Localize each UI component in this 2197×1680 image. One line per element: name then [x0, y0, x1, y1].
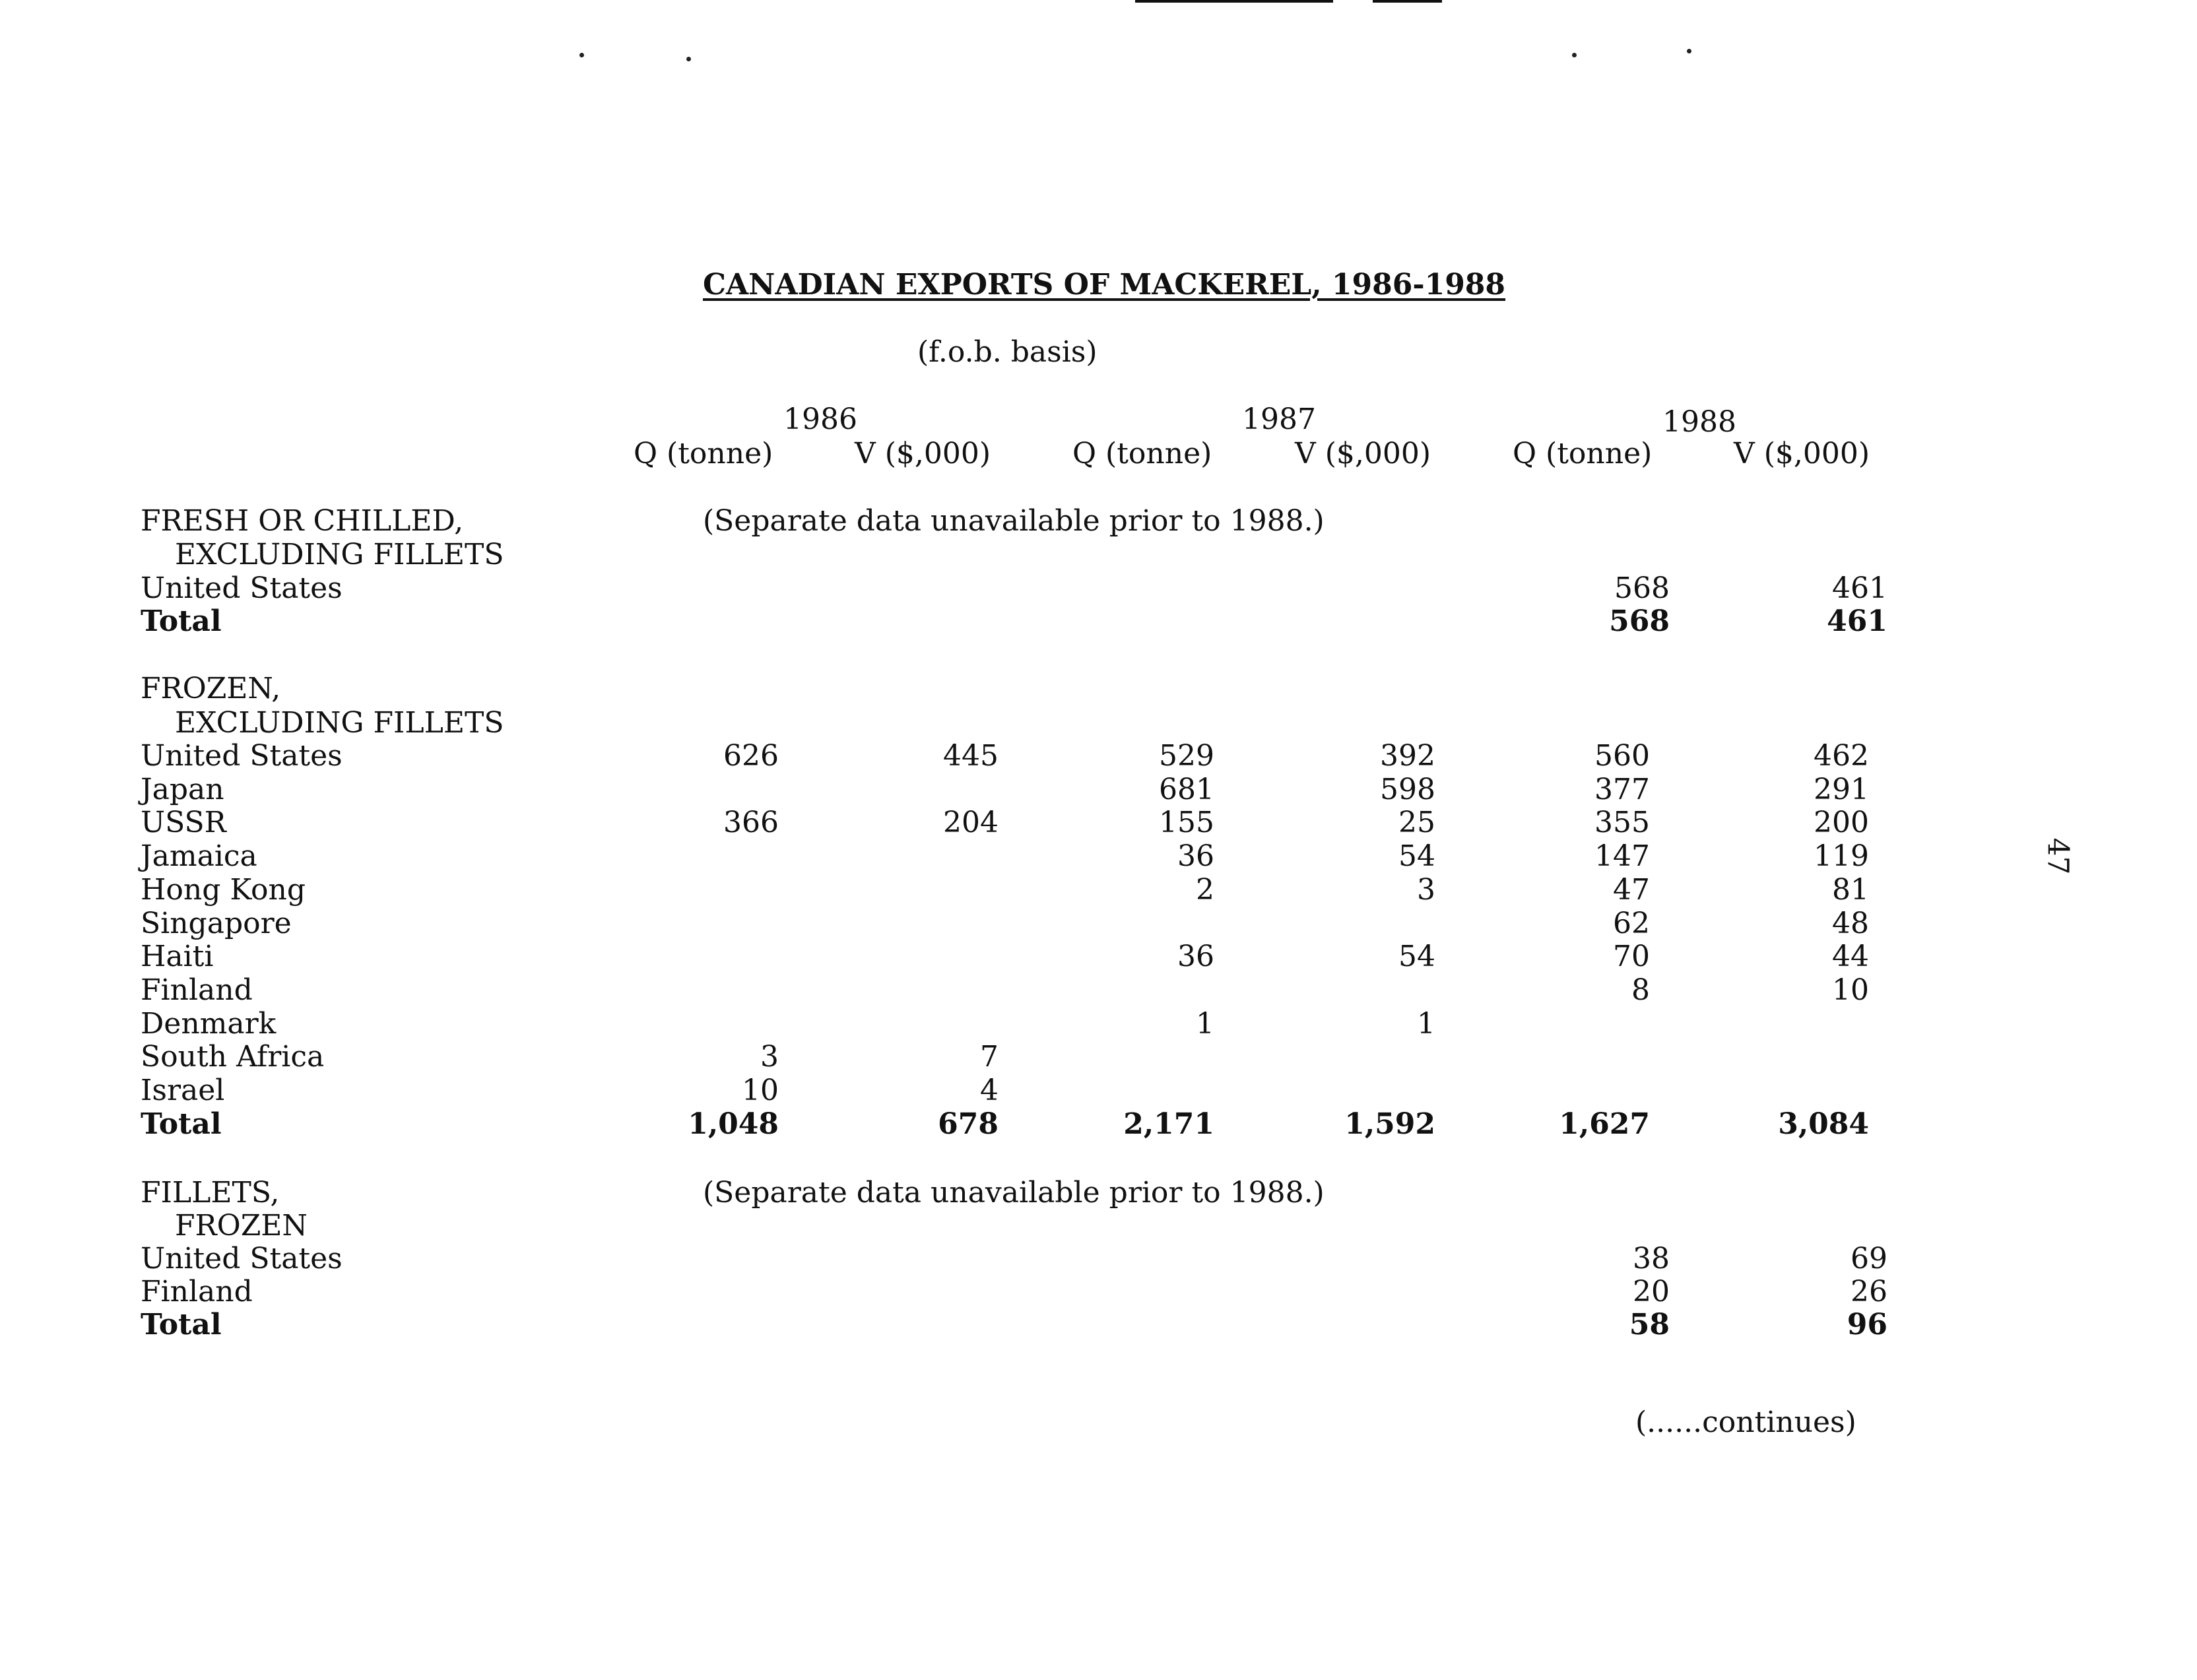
col-header-v-1986: V ($,000) [855, 437, 991, 470]
page-number: 47 [2041, 837, 2075, 875]
row-label: Jamaica [141, 839, 257, 873]
row-label: United States [141, 1242, 343, 1276]
section-subheading: FROZEN [175, 1209, 308, 1243]
cell-v-1988: 10 [1832, 973, 1869, 1007]
cell-v-1987: 3 [1417, 873, 1435, 907]
cell-v-1988: 200 [1814, 806, 1869, 839]
col-header-v-1987: V ($,000) [1295, 437, 1431, 470]
col-header-q-1988: Q (tonne) [1513, 437, 1653, 470]
document-title: CANADIAN EXPORTS OF MACKEREL, 1986-1988 [703, 268, 1506, 302]
cell-v-1986: 7 [980, 1040, 999, 1074]
cell-v-1988: 461 [1827, 604, 1887, 638]
cell-v-1986: 204 [943, 806, 999, 839]
row-label-total: Total [141, 1308, 222, 1341]
cell-q-1988: 62 [1613, 907, 1650, 940]
cell-q-1988: 20 [1633, 1275, 1670, 1308]
year-header-1988: 1988 [1662, 405, 1736, 439]
scan-speck [686, 57, 691, 61]
section-subheading: EXCLUDING FILLETS [175, 538, 504, 571]
cell-v-1988: 81 [1832, 873, 1869, 907]
row-label: Finland [141, 1275, 253, 1308]
cell-v-1988: 291 [1814, 773, 1869, 806]
cell-q-1988: 38 [1633, 1242, 1670, 1276]
row-label: Hong Kong [141, 873, 306, 907]
cell-v-1988: 3,084 [1778, 1107, 1869, 1141]
row-label-total: Total [141, 604, 222, 638]
scan-speck [1687, 49, 1691, 53]
cell-v-1988: 96 [1847, 1308, 1887, 1341]
row-label: South Africa [141, 1040, 325, 1074]
cell-q-1986: 1,048 [688, 1107, 779, 1141]
cell-q-1987: 681 [1159, 773, 1214, 806]
cell-q-1986: 3 [760, 1040, 779, 1074]
cell-q-1988: 70 [1613, 940, 1650, 973]
row-label: Singapore [141, 907, 292, 940]
cell-q-1987: 155 [1159, 806, 1214, 839]
cell-q-1988: 568 [1614, 571, 1670, 605]
col-header-q-1986: Q (tonne) [634, 437, 773, 470]
top-edge-rule [1373, 0, 1442, 3]
cell-q-1986: 626 [723, 739, 779, 773]
cell-q-1986: 10 [742, 1074, 779, 1107]
cell-v-1987: 598 [1380, 773, 1435, 806]
cell-q-1988: 8 [1631, 973, 1650, 1007]
row-label: Japan [141, 773, 224, 806]
section-note: (Separate data unavailable prior to 1988.) [703, 1176, 1325, 1210]
continues-note: (......continues) [1635, 1405, 1856, 1439]
cell-v-1987: 54 [1398, 940, 1435, 973]
section-subheading: EXCLUDING FILLETS [175, 706, 504, 740]
section-heading: FILLETS, [141, 1176, 280, 1210]
cell-q-1987: 2,171 [1123, 1107, 1214, 1141]
year-header-1987: 1987 [1242, 403, 1316, 436]
cell-q-1988: 1,627 [1559, 1107, 1650, 1141]
scan-speck [579, 53, 584, 57]
cell-v-1986: 678 [938, 1107, 999, 1141]
row-label-total: Total [141, 1107, 222, 1141]
cell-q-1987: 36 [1177, 940, 1214, 973]
section-heading: FROZEN, [141, 672, 281, 705]
cell-q-1988: 377 [1594, 773, 1650, 806]
cell-v-1987: 392 [1380, 739, 1435, 773]
cell-v-1987: 1,592 [1344, 1107, 1435, 1141]
cell-q-1987: 529 [1159, 739, 1214, 773]
cell-q-1988: 147 [1594, 839, 1650, 873]
col-header-v-1988: V ($,000) [1734, 437, 1870, 470]
document-subtitle: (f.o.b. basis) [917, 335, 1098, 369]
cell-v-1987: 25 [1398, 806, 1435, 839]
cell-q-1988: 355 [1594, 806, 1650, 839]
row-label: Haiti [141, 940, 214, 973]
cell-q-1987: 1 [1196, 1007, 1214, 1041]
scan-speck [1572, 53, 1577, 57]
cell-q-1988: 47 [1613, 873, 1650, 907]
cell-v-1988: 48 [1832, 907, 1869, 940]
cell-v-1986: 445 [943, 739, 999, 773]
cell-v-1988: 119 [1814, 839, 1869, 873]
section-heading: FRESH OR CHILLED, [141, 504, 464, 538]
year-header-1986: 1986 [783, 403, 857, 436]
row-label: United States [141, 571, 343, 605]
row-label: USSR [141, 806, 226, 839]
cell-q-1987: 2 [1196, 873, 1214, 907]
cell-q-1988: 568 [1609, 604, 1670, 638]
cell-v-1986: 4 [980, 1074, 999, 1107]
section-note: (Separate data unavailable prior to 1988.) [703, 504, 1325, 538]
cell-v-1987: 1 [1417, 1007, 1435, 1041]
row-label: United States [141, 739, 343, 773]
cell-q-1988: 560 [1594, 739, 1650, 773]
cell-v-1988: 69 [1851, 1242, 1887, 1276]
cell-q-1986: 366 [723, 806, 779, 839]
row-label: Finland [141, 973, 253, 1007]
cell-q-1988: 58 [1629, 1308, 1670, 1341]
cell-v-1988: 462 [1814, 739, 1869, 773]
row-label: Israel [141, 1074, 225, 1107]
cell-v-1988: 44 [1832, 940, 1869, 973]
cell-q-1987: 36 [1177, 839, 1214, 873]
top-edge-rule [1135, 0, 1333, 3]
cell-v-1987: 54 [1398, 839, 1435, 873]
col-header-q-1987: Q (tonne) [1072, 437, 1212, 470]
cell-v-1988: 26 [1851, 1275, 1887, 1308]
cell-v-1988: 461 [1832, 571, 1887, 605]
row-label: Denmark [141, 1007, 277, 1041]
